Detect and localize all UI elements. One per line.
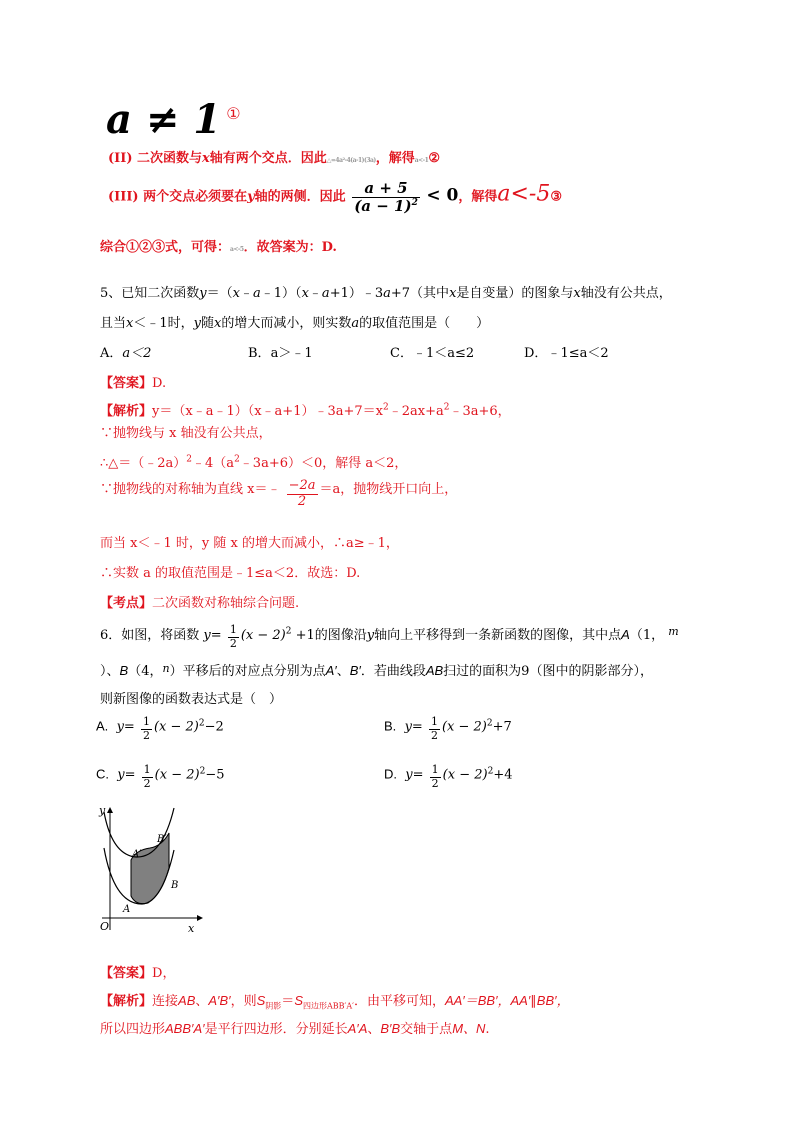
q6-option-a[interactable] xyxy=(96,716,224,742)
q6-answer-tag: 【答案】 xyxy=(100,966,153,981)
q5-t: a xyxy=(321,286,330,301)
q5-a1: y＝（x﹣a﹣1）（x﹣a+1）﹣3a+7＝x xyxy=(152,404,383,419)
q6-t: 、 xyxy=(336,664,350,679)
q6-t: n xyxy=(162,662,170,675)
q5-a1-exp2: 2 xyxy=(443,402,450,413)
q6-option-label: C. xyxy=(96,766,109,782)
q5-option-label: A． xyxy=(100,346,123,361)
q5-t: x xyxy=(232,286,240,301)
q5-t: x xyxy=(301,286,309,301)
q5-a6: ∴实数 a 的取值范围是﹣1≤a＜2．故选：D. xyxy=(100,566,361,581)
q6-t: y xyxy=(366,628,375,643)
q5-t: x xyxy=(573,286,581,301)
big-formula: a ≠ 1 xyxy=(106,96,222,143)
big-formula-mark: ① xyxy=(226,104,241,123)
q6-t: B xyxy=(119,663,129,678)
q5-option-label: C． xyxy=(390,346,413,361)
q6-option-label: A. xyxy=(96,718,109,734)
q5-a3-exp: 2 xyxy=(186,454,193,465)
q5-a4b: ＝a，抛物线开口向上， xyxy=(319,482,458,497)
q5-t: 且当 xyxy=(100,316,127,331)
q5-answer-value: D. xyxy=(152,376,167,391)
iii-prefix: (III) 两个交点必须要在 xyxy=(108,189,248,205)
q6-opt-const: +4 xyxy=(493,767,513,783)
q5-analysis-tag: 【解析】 xyxy=(100,404,153,419)
q5-analysis-6 xyxy=(100,562,360,581)
q6-analysis-1 xyxy=(100,990,570,1009)
q6-option-b[interactable] xyxy=(384,716,512,742)
q6-opt-exp: 2 xyxy=(199,766,206,777)
q6-opt-eq: = xyxy=(124,767,136,783)
q6-opt-num: 1 xyxy=(430,715,438,728)
q5-a3-exp2: 2 xyxy=(234,454,240,465)
q6-s: ．由平移可知， xyxy=(353,994,445,1009)
conclusion-prefix: 综合①②③式，可得： xyxy=(100,240,231,255)
q6-opt-eq: = xyxy=(123,719,135,735)
iii-den-base: (a − 1) xyxy=(354,197,412,216)
q5-t: ﹣ xyxy=(240,286,254,301)
q6-s: B′B xyxy=(380,1021,401,1036)
q6-t: 则新图像的函数表达式是（ ） xyxy=(100,692,283,707)
q6-fig-label-x: x xyxy=(188,922,195,935)
q6-opt-y: y xyxy=(404,719,412,735)
q5-option-text: ﹣1＜a≤2 xyxy=(412,346,475,361)
q6-figure xyxy=(90,800,210,940)
q6-t: (x − 2) xyxy=(240,628,286,643)
condition-ii-line xyxy=(108,147,440,166)
q6-s: 是平行四边形．分别延长 xyxy=(204,1022,348,1037)
q5-analysis-1 xyxy=(100,400,511,419)
q5-option-text: a＞﹣1 xyxy=(270,346,313,361)
q6-opt-exp: 2 xyxy=(486,718,493,729)
q6-t: +1 xyxy=(291,628,315,643)
ii-prefix: (II) 二次函数与 xyxy=(108,151,202,166)
q6-t: 的图像沿 xyxy=(314,628,367,643)
q6-fig-label-y: y xyxy=(99,804,106,817)
q5-answer-tag: 【答案】 xyxy=(100,376,153,391)
q5-a4a: ∵抛物线的对称轴为直线 x＝﹣ xyxy=(100,482,281,497)
q5-a1c: ﹣3a+6， xyxy=(449,404,511,419)
q6-opt-den: 2 xyxy=(431,776,439,790)
q6-answer-value: D， xyxy=(152,966,176,981)
q6-stem-num: 1 xyxy=(229,623,237,637)
q5-option-text: ﹣1≤a＜2 xyxy=(547,346,609,361)
conclusion-line xyxy=(100,236,337,255)
q5-t: ＝（ xyxy=(206,286,233,301)
q5-t: ﹣ xyxy=(308,286,322,301)
q6-t: 2 xyxy=(285,626,292,637)
q6-t: ．若曲线段 xyxy=(360,664,426,679)
q6-opt-y: y xyxy=(405,767,413,783)
q6-t: 轴向上平移得到一条新函数的图像，其中点 xyxy=(374,628,622,643)
q6-s: 所以四边形 xyxy=(100,1022,166,1037)
q6-s: 连接 xyxy=(152,994,179,1009)
q6-s: A′A xyxy=(347,1021,368,1036)
q6-stem-den: 2 xyxy=(229,637,237,650)
ii-solve: ，解得 xyxy=(375,151,415,166)
condition-iii-line xyxy=(108,180,562,216)
q6-s: ABB′A′ xyxy=(165,1021,205,1036)
q6-fig-label-bp: B′ xyxy=(157,834,167,845)
q5-answer xyxy=(100,372,166,391)
q5-t: 的取值范围是（ ） xyxy=(359,316,490,331)
q6-opt-fraction xyxy=(429,716,440,742)
q6-opt-expr: (x − 2) xyxy=(441,719,487,735)
q5-option-label: B． xyxy=(248,346,271,361)
q6-s: M、N xyxy=(452,1021,486,1036)
iii-solve: ，解得 xyxy=(458,189,498,205)
iii-mid: 轴的两侧．因此 xyxy=(254,189,346,205)
q5-t: 轴没有公共点， xyxy=(580,286,672,301)
q6-opt-den: 2 xyxy=(143,776,151,790)
q6-option-label: B. xyxy=(384,718,397,734)
q6-answer xyxy=(100,962,175,981)
ii-garbled-formula: △=4a²-4(a-1)(3a) xyxy=(326,157,376,164)
iii-numerator: a + 5 xyxy=(352,180,420,198)
q6-t: ）平移后的对应点分别为点 xyxy=(169,664,326,679)
q5-kaodian xyxy=(100,592,299,611)
iii-mark: ③ xyxy=(550,189,563,205)
q5-analysis-4 xyxy=(100,478,457,510)
q6-s: S xyxy=(294,993,303,1008)
q5-t: y xyxy=(193,316,201,331)
q6-s: 、 xyxy=(195,994,209,1009)
q5-analysis-3 xyxy=(100,452,407,471)
q6-fig-label-a: A xyxy=(123,904,131,915)
q6-t: y xyxy=(203,628,211,643)
q5-a4-num: −2a xyxy=(288,478,316,494)
q6-opt-num: 1 xyxy=(431,763,439,776)
q6-t: B′ xyxy=(349,663,361,678)
q6-opt-eq: = xyxy=(412,767,424,783)
q6-s: AA′＝BB′，AA′∥BB′， xyxy=(444,993,570,1008)
q6-opt-fraction xyxy=(430,764,441,790)
q6-t: AB xyxy=(425,663,444,678)
q6-opt-const: −5 xyxy=(205,767,225,783)
q6-analysis-2 xyxy=(100,1018,490,1037)
q6-stem-line2 xyxy=(100,660,653,679)
q5-t: y xyxy=(199,286,207,301)
q5-a4-den: 2 xyxy=(297,494,307,509)
q6-t: （4， xyxy=(128,664,163,679)
q6-opt-num: 1 xyxy=(142,715,150,728)
q6-fig-label-b: B xyxy=(171,880,179,891)
q5-option-label: D． xyxy=(524,346,548,361)
q6-opt-y: y xyxy=(116,719,124,735)
q6-t: （1， xyxy=(629,628,665,643)
q5-analysis-5 xyxy=(100,532,399,551)
q6-opt-expr: (x − 2) xyxy=(154,767,200,783)
iii-denominator xyxy=(352,198,420,215)
q6-fig-label-ap: A′ xyxy=(132,849,142,860)
q6-t: 扫过的面积为9（图中的阴影部分）， xyxy=(443,664,653,679)
q5-option-a[interactable] xyxy=(100,342,151,361)
q5-a1b: ﹣2ax+a xyxy=(388,404,444,419)
q5-option-c[interactable] xyxy=(390,342,474,361)
q5-a4-fraction xyxy=(287,479,318,510)
iii-den-exp: 2 xyxy=(411,198,418,209)
q6-option-label: D. xyxy=(384,766,397,782)
q6-s: AB xyxy=(178,993,196,1008)
big-formula-line xyxy=(106,96,241,143)
q6-s: 交轴于点 xyxy=(400,1022,453,1037)
iii-var: y xyxy=(247,189,255,205)
q5-a3c: ﹣3a+6）＜0，解得 a＜2， xyxy=(239,456,408,471)
q5-t: x xyxy=(214,316,222,331)
q6-opt-fraction xyxy=(142,764,153,790)
q5-t: 是自变量）的图象与 xyxy=(456,286,574,301)
q5-t: ＜﹣1时， xyxy=(133,316,194,331)
q6-opt-exp: 2 xyxy=(487,766,494,777)
iii-result: a<-5 xyxy=(497,181,551,207)
q6-opt-den: 2 xyxy=(142,728,150,742)
q5-t: a xyxy=(383,286,391,301)
q6-option-d[interactable] xyxy=(384,764,512,790)
conclusion-garbled: a<-5 xyxy=(230,246,244,253)
q5-t: x xyxy=(126,316,134,331)
q5-t: ﹣1）（ xyxy=(260,286,302,301)
q6-opt-den: 2 xyxy=(430,728,438,742)
q5-t: 5、已知二次函数 xyxy=(100,286,200,301)
q6-stem-line1 xyxy=(100,624,679,651)
q6-option-c[interactable] xyxy=(96,764,224,790)
q5-a2: ∵抛物线与 x 轴没有公共点， xyxy=(100,426,272,441)
q6-opt-expr: (x − 2) xyxy=(153,719,199,735)
ii-garbled-result: a<-1 xyxy=(414,157,429,164)
q5-t: 的增大而减小，则实数 xyxy=(221,316,352,331)
q5-t: +7（其中 xyxy=(390,286,450,301)
q6-opt-const: +7 xyxy=(492,719,512,735)
q6-s: 四边形ABB′A′ xyxy=(302,1001,354,1011)
conclusion-suffix: ．故答案为：D. xyxy=(243,240,337,255)
q6-s: ，则 xyxy=(230,994,257,1009)
q6-t: ）、 xyxy=(100,664,120,679)
ii-mid: 轴有两个交点．因此 xyxy=(209,151,327,166)
q5-t: x xyxy=(449,286,457,301)
q5-stem-line1 xyxy=(100,282,672,301)
q6-opt-expr: (x − 2) xyxy=(442,767,488,783)
q6-s: S xyxy=(256,993,266,1008)
q6-s: . xyxy=(485,1022,490,1037)
q6-opt-eq: = xyxy=(411,719,423,735)
q6-opt-fraction xyxy=(141,716,152,742)
q5-t: +1）﹣3 xyxy=(329,286,384,301)
q6-t: = xyxy=(210,628,222,643)
q6-opt-exp: 2 xyxy=(198,718,205,729)
q5-option-b[interactable] xyxy=(248,342,313,361)
q6-stem-fraction xyxy=(228,624,239,650)
q6-s: ＝ xyxy=(281,994,295,1009)
q6-opt-y: y xyxy=(117,767,125,783)
q5-option-d[interactable] xyxy=(524,342,609,361)
q5-a5: 而当 x＜﹣1 时，y 随 x 的增大而减小，∴a≥﹣1， xyxy=(100,536,399,551)
q6-s: 阴影 xyxy=(265,1001,282,1011)
q5-stem-line2 xyxy=(100,312,489,331)
q6-t: A xyxy=(621,627,630,642)
q5-a3b: ﹣4（a xyxy=(192,456,235,471)
q6-t: 6．如图，将函数 xyxy=(100,628,200,643)
q6-t: A′ xyxy=(325,663,337,678)
q6-fig-label-o: O xyxy=(100,920,110,933)
q5-t: a xyxy=(253,286,261,301)
q6-s: A′B′ xyxy=(208,993,231,1008)
q6-opt-const: −2 xyxy=(204,719,224,735)
ii-var: x xyxy=(202,151,210,166)
q5-analysis-2 xyxy=(100,422,272,441)
iii-fraction xyxy=(352,180,420,216)
q6-analysis-tag: 【解析】 xyxy=(100,994,153,1009)
q5-kaodian-text: 二次函数对称轴综合问题. xyxy=(152,596,300,611)
q5-t: a xyxy=(351,316,360,331)
q5-t: 随 xyxy=(201,316,215,331)
q5-option-text: a＜2 xyxy=(122,346,152,361)
ii-mark: ② xyxy=(428,151,441,166)
q5-a3a: ∴△＝（﹣2a） xyxy=(100,456,187,471)
q6-t: m xyxy=(668,625,679,638)
q5-a1-exp: 2 xyxy=(382,402,389,413)
q6-opt-num: 1 xyxy=(143,763,151,776)
iii-relation: < 0 xyxy=(426,185,459,206)
q6-stem-line3 xyxy=(100,688,282,707)
q6-s: 、 xyxy=(367,1022,381,1037)
q5-kaodian-tag: 【考点】 xyxy=(100,596,153,611)
